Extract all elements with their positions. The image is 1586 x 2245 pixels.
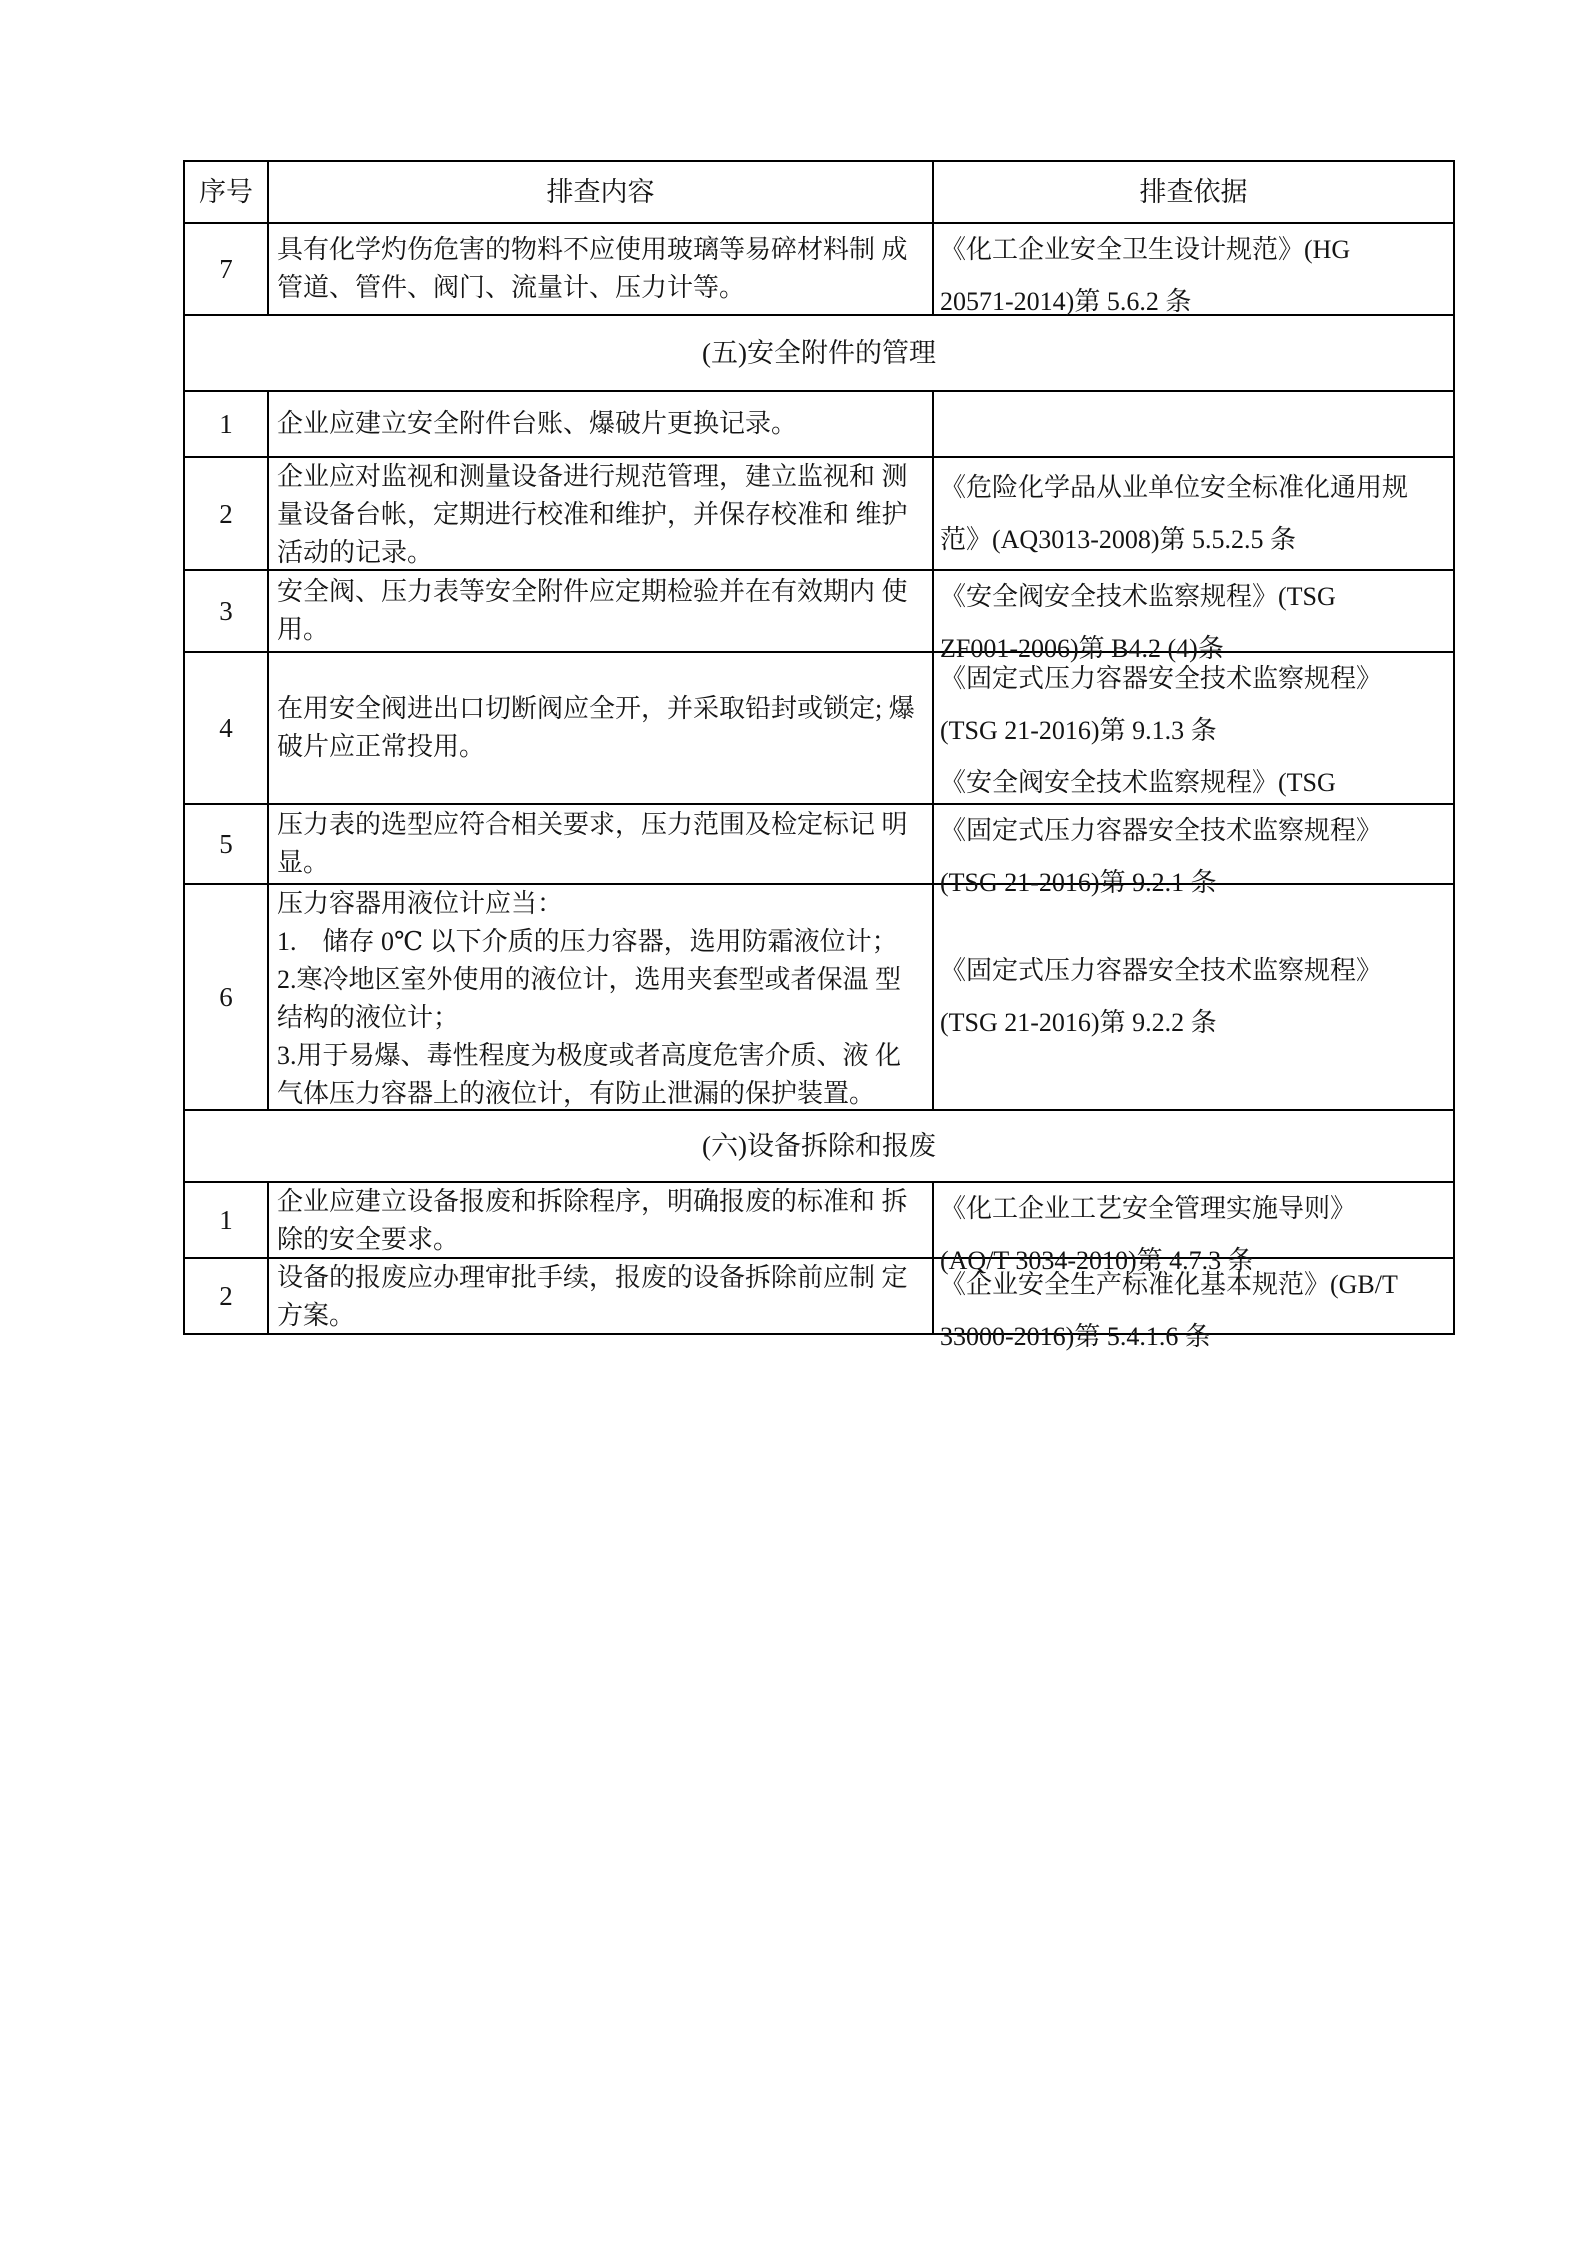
table-row <box>185 571 1455 663</box>
content-line: 活动的记录。 <box>277 538 434 567</box>
basis-line: 《危险化学品从业单位安全标准化通用规 <box>940 472 1409 502</box>
basis-line: 《化工企业工艺安全管理实施导则》 <box>940 1194 1357 1223</box>
table-row <box>185 805 1455 897</box>
basis-line: 33000-2016)第 5.4.1.6 条 <box>940 1322 1211 1351</box>
content-line: 气体压力容器上的液位计，有防止泄漏的保护装置。 <box>277 1079 876 1108</box>
table-row <box>185 392 1455 458</box>
content-line: 企业应建立安全附件台账、爆破片更换记录。 <box>277 409 798 438</box>
row-number-cell <box>185 392 269 458</box>
row-number: 4 <box>219 713 233 743</box>
section-cell <box>185 1111 1455 1183</box>
basis-line: (TSG 21-2016)第 9.2.1 条 <box>940 868 1217 897</box>
row-basis-text <box>934 1259 1453 1351</box>
table-row <box>185 885 1455 1111</box>
content-line: 2.寒冷地区室外使用的液位计，选用夹套型或者保温 型 <box>277 965 902 994</box>
row-number: 7 <box>219 254 233 284</box>
row-number: 3 <box>219 596 233 626</box>
basis-line: 《安全阀安全技术监察规程》(TSG <box>940 768 1336 797</box>
row-number-cell <box>185 1259 269 1335</box>
row-content-text <box>269 458 932 569</box>
basis-line: 《企业安全生产标准化基本规范》(GB/T <box>940 1270 1398 1299</box>
row-content-cell <box>269 885 934 1111</box>
basis-line: 《安全阀安全技术监察规程》(TSG <box>940 582 1336 611</box>
basis-line: (TSG 21-2016)第 9.1.3 条 <box>940 716 1217 745</box>
table-header-row <box>185 162 1455 224</box>
row-content-text <box>269 806 932 882</box>
header-num-label: 序号 <box>199 177 253 207</box>
row-number-cell <box>185 805 269 885</box>
content-line: 压力表的选型应符合相关要求，压力范围及检定标记 明 <box>277 810 908 839</box>
basis-line: 范》(AQ3013-2008)第 5.5.2.5 条 <box>940 524 1297 554</box>
basis-line: 《固定式压力容器安全技术监察规程》 <box>940 664 1383 693</box>
row-basis-text <box>934 571 1453 663</box>
content-line: 破片应正常投用。 <box>277 732 486 761</box>
basis-line: 《固定式压力容器安全技术监察规程》 <box>940 956 1383 985</box>
content-line: 除的安全要求。 <box>277 1225 460 1254</box>
row-content-text <box>269 1259 932 1333</box>
row-content-cell <box>269 1259 934 1335</box>
row-basis-cell <box>934 458 1455 571</box>
row-number: 5 <box>219 829 233 859</box>
row-content-text <box>269 405 932 443</box>
content-line: 在用安全阀进出口切断阀应全开，并采取铅封或锁定; 爆 <box>277 694 915 723</box>
row-number-cell <box>185 458 269 571</box>
row-basis-text <box>934 653 1453 803</box>
header-basis-cell <box>934 162 1455 224</box>
row-basis-text <box>934 945 1453 1049</box>
content-line: 1. 储存 0℃ 以下介质的压力容器，选用防霜液位计； <box>277 927 898 956</box>
basis-line: 《固定式压力容器安全技术监察规程》 <box>940 816 1383 845</box>
row-content-cell <box>269 805 934 885</box>
row-content-text <box>269 1183 932 1257</box>
row-basis-text <box>934 805 1453 897</box>
row-content-text <box>269 690 932 766</box>
content-line: 用。 <box>277 615 330 644</box>
content-line: 压力容器用液位计应当： <box>277 889 564 918</box>
content-line: 量设备台帐，定期进行校准和维护，并保存校准和 维护 <box>277 500 908 529</box>
row-number: 1 <box>219 409 233 439</box>
table-row <box>185 1183 1455 1275</box>
header-num-cell <box>185 162 269 224</box>
content-line: 企业应对监视和测量设备进行规范管理，建立监视和 测 <box>277 462 908 491</box>
table-row <box>185 1259 1455 1351</box>
row-content-text <box>269 885 932 1109</box>
row-basis-cell <box>934 1183 1455 1275</box>
row-number: 6 <box>219 982 233 1012</box>
row-basis-cell <box>934 571 1455 663</box>
row-basis-cell <box>934 1259 1455 1351</box>
section-row <box>185 316 1455 392</box>
section-row <box>185 1111 1455 1183</box>
row-basis-cell <box>934 392 1455 458</box>
row-content-cell <box>269 571 934 653</box>
basis-line: 20571-2014)第 5.6.2 条 <box>940 287 1192 316</box>
content-line: 设备的报废应办理审批手续，报废的设备拆除前应制 定 <box>277 1263 908 1292</box>
row-content-cell <box>269 392 934 458</box>
table-row <box>185 653 1455 805</box>
row-number: 2 <box>219 1281 233 1311</box>
section-title: (六)设备拆除和报废 <box>702 1131 936 1161</box>
content-line: 3.用于易爆、毒性程度为极度或者高度危害介质、液 化 <box>277 1041 902 1070</box>
row-basis-text <box>934 462 1453 566</box>
row-number-cell <box>185 224 269 316</box>
header-basis-label: 排查依据 <box>1139 177 1248 207</box>
content-line: 安全阀、压力表等安全附件应定期检验并在有效期内 使 <box>277 577 908 606</box>
row-basis-text <box>934 1183 1453 1275</box>
content-line: 企业应建立设备报废和拆除程序，明确报废的标准和 拆 <box>277 1187 908 1216</box>
row-content-cell <box>269 458 934 571</box>
content-line: 管道、管件、阀门、流量计、压力计等。 <box>277 273 746 302</box>
row-content-cell <box>269 1183 934 1259</box>
row-number-cell <box>185 1183 269 1259</box>
basis-line: (TSG 21-2016)第 9.2.2 条 <box>940 1008 1217 1037</box>
row-basis-cell <box>934 653 1455 805</box>
content-line: 具有化学灼伤危害的物料不应使用玻璃等易碎材料制 成 <box>277 235 908 264</box>
basis-line: (AQ/T 3034-2010)第 4.7.3 条 <box>940 1246 1254 1275</box>
row-number-cell <box>185 885 269 1111</box>
row-content-cell <box>269 224 934 316</box>
basis-line: ZF001-2006)第 B4.2 (4)条 <box>940 634 1224 663</box>
content-line: 方案。 <box>277 1301 356 1330</box>
row-basis-cell <box>934 805 1455 897</box>
row-content-cell <box>269 653 934 805</box>
content-line: 结构的液位计； <box>277 1003 460 1032</box>
section-title: (五)安全附件的管理 <box>702 338 936 368</box>
table-row <box>185 458 1455 571</box>
row-number: 2 <box>219 498 233 529</box>
table-row <box>185 224 1455 316</box>
row-basis-text <box>934 224 1453 314</box>
row-content-text <box>269 231 932 307</box>
row-basis-cell <box>934 224 1455 316</box>
row-number-cell <box>185 571 269 653</box>
row-basis-cell <box>934 885 1455 1111</box>
header-content-cell <box>269 162 934 224</box>
content-line: 显。 <box>277 848 330 877</box>
basis-line: 《化工企业安全卫生设计规范》(HG <box>940 235 1351 264</box>
row-number-cell <box>185 653 269 805</box>
row-number: 1 <box>219 1205 233 1235</box>
row-content-text <box>269 573 932 649</box>
section-cell <box>185 316 1455 392</box>
header-content-label: 排查内容 <box>546 177 655 207</box>
checklist-table <box>183 160 1455 1351</box>
